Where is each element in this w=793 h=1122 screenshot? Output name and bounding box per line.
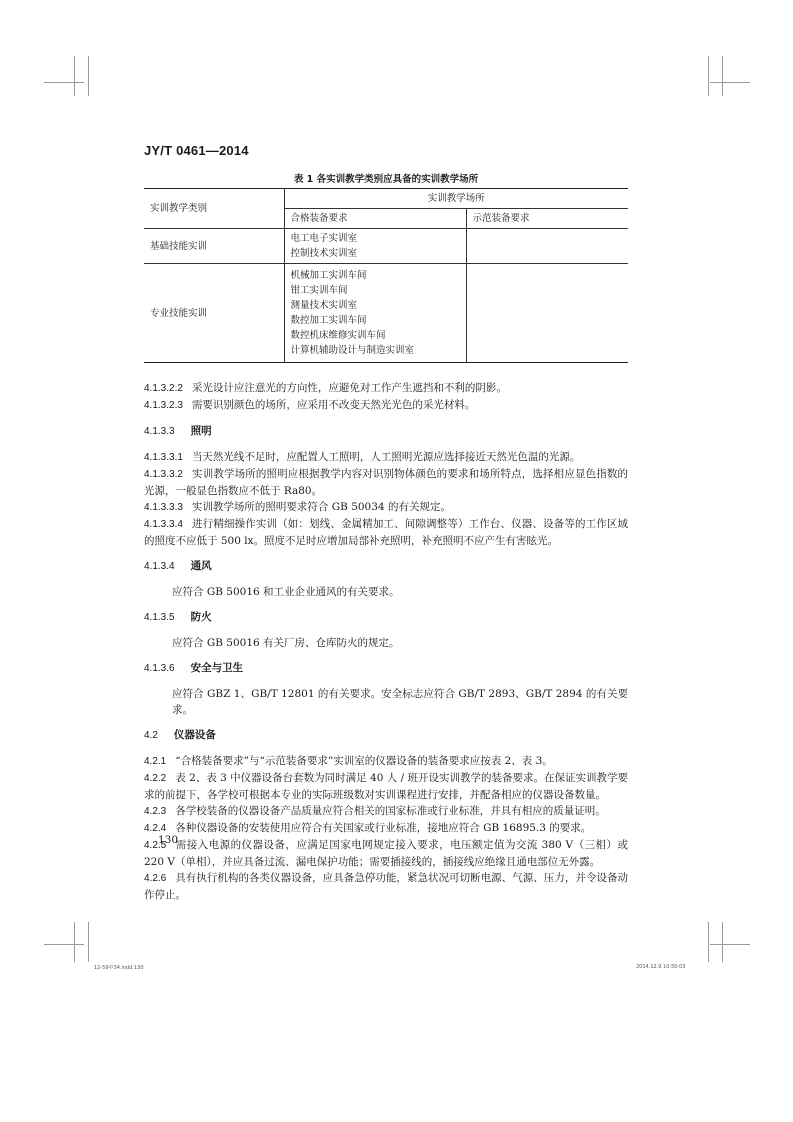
crop-mark-bottom-right-inner: [722, 922, 723, 962]
clause-number: 4.1.3.2.3: [144, 400, 183, 411]
heading-safety-hygiene: [144, 660, 628, 677]
place-item: 计算机辅助设计与制造实训室: [290, 345, 415, 356]
clause-text: 采光设计应注意光的方向性，应避免对工作产生遮挡和不利的阴影。: [191, 382, 507, 394]
clause-4.2.1: [144, 753, 628, 770]
print-slug-right: 2014.12.9 10:50:03: [636, 964, 686, 970]
clause-4.2.4: [144, 820, 628, 837]
clause-number: 4.2.1: [144, 756, 167, 767]
clause-number: 4.1.3.3.3: [144, 502, 183, 513]
clause-text: 需接入电源的仪器设备，应满足国家电网规定接入要求，电压额定值为交流 380 V（三相）或 220 V（单相），并应具备过流、漏电保护功能；需要插接线的，插接线应绝缘且通电部位无外露。: [144, 839, 628, 868]
clause-4.1.3.2.3: [144, 397, 628, 414]
body-content: [144, 380, 628, 903]
clause-4.1.3.3.4: [144, 516, 628, 549]
place-item: 数控加工实训车间: [290, 315, 367, 326]
crop-mark-top-right-inner: [722, 56, 723, 96]
heading-fire-prevention: [144, 609, 628, 626]
place-item: 钳工实训车间: [290, 285, 348, 296]
clause-4.1.3.2.2: [144, 380, 628, 397]
heading-number: 4.1.3.6: [144, 663, 175, 674]
clause-number: 4.2.3: [144, 806, 167, 817]
clause-number: 4.1.3.3.4: [144, 519, 183, 530]
clause-text: 实训教学场所的照明要求符合 GB 50034 的有关规定。: [191, 501, 451, 513]
clause-4.2.3: [144, 803, 628, 820]
table-row-category: 专业技能实训: [144, 264, 284, 363]
heading-ventilation: [144, 558, 628, 575]
clause-4.2.2: [144, 770, 628, 803]
clause-number: 4.1.3.3.2: [144, 469, 183, 480]
crop-mark-top-left-horizontal: [44, 82, 84, 83]
heading-text: 安全与卫生: [190, 662, 244, 674]
table-row-category: 基础技能实训: [144, 229, 284, 264]
clause-number: 4.2.4: [144, 823, 167, 834]
heading-number: 4.1.3.5: [144, 612, 175, 623]
clause-number: 4.2.5: [144, 840, 167, 851]
clause-number: 4.2.6: [144, 873, 167, 884]
table-row-demo-cell: [466, 229, 628, 264]
clause-number: 4.2.2: [144, 773, 167, 784]
clause-text: “合格装备要求”与“示范装备要求”实训室的仪器设备的装备要求应按表 2、表 3。: [175, 755, 553, 767]
crop-mark-bottom-left-vertical: [74, 922, 75, 962]
heading-text: 仪器设备: [173, 729, 216, 741]
table-row-places: [284, 229, 466, 264]
table-row-demo-cell: [466, 264, 628, 363]
heading-text: 照明: [190, 425, 212, 437]
clause-4.2.5: [144, 837, 628, 870]
standard-code: JY/T 0461—2014: [144, 143, 249, 158]
table-title: 表 1 各实训教学类别应具备的实训教学场所: [293, 174, 479, 185]
table-row-places: [284, 264, 466, 363]
place-item: 控制技术实训室: [290, 248, 358, 259]
clause-number: 4.1.3.2.2: [144, 383, 183, 394]
fire-prevention-text: 应符合 GB 50016 有关厂房、仓库防火的规定。: [172, 637, 400, 649]
crop-mark-bottom-left-horizontal: [44, 944, 84, 945]
place-item: 测量技术实训室: [290, 300, 358, 311]
heading-number: 4.2: [144, 730, 158, 741]
table-header-places: 实训教学场所: [284, 189, 628, 209]
crop-mark-top-right-horizontal: [710, 82, 750, 83]
heading-number: 4.1.3.3: [144, 426, 175, 437]
place-item: 电工电子实训室: [290, 233, 358, 244]
table-subheader-demo: 示范装备要求: [466, 209, 628, 229]
clause-4.1.3.3.2: [144, 466, 628, 499]
training-places-table: [144, 188, 628, 363]
crop-mark-top-left-inner: [88, 56, 89, 96]
table-subheader-qualified: 合格装备要求: [284, 209, 466, 229]
clause-text: 进行精细操作实训（如：划线、金属精加工、间隙调整等）工作台、仪器、设备等的工作区域的照度不应低于 500 lx。照度不足时应增加局部补充照明，补充照明不应产生有害眩光。: [144, 518, 628, 547]
clause-4.1.3.3.3: [144, 499, 628, 516]
crop-mark-bottom-left-inner: [88, 922, 89, 962]
table-header-category: 实训教学类别: [144, 189, 284, 229]
crop-mark-top-left-vertical: [74, 56, 75, 96]
clause-4.2.6: [144, 870, 628, 903]
crop-mark-top-right-vertical: [708, 56, 709, 96]
ventilation-text: 应符合 GB 50016 和工业企业通风的有关要求。: [172, 586, 400, 598]
place-item: 数控机床维修实训车间: [290, 330, 386, 341]
heading-number: 4.1.3.4: [144, 561, 175, 572]
heading-lighting: [144, 423, 628, 440]
crop-mark-bottom-right-vertical: [708, 922, 709, 962]
safety-hygiene-text: 应符合 GBZ 1、GB/T 12801 的有关要求。安全标志应符合 GB/T 2893、GB/T 2894 的有关要求。: [172, 688, 628, 716]
heading-text: 通风: [190, 560, 212, 572]
print-slug-left: 12-59中34.indd 130: [94, 965, 144, 971]
place-item: 机械加工实训车间: [290, 270, 367, 281]
clause-4.1.3.3.1: [144, 449, 628, 466]
clause-text: 具有执行机构的各类仪器设备，应具备急停功能，紧急状况可切断电源、气源、压力，并令设备动作停止。: [144, 872, 628, 901]
clause-number: 4.1.3.3.1: [144, 452, 183, 463]
page-number: 130: [158, 834, 179, 846]
clause-text: 实训教学场所的照明应根据教学内容对识别物体颜色的要求和场所特点，选择相应显色指数的光源，一般显色指数应不低于 Ra80。: [144, 468, 628, 497]
crop-mark-bottom-right-horizontal: [710, 944, 750, 945]
heading-instruments: [144, 727, 628, 744]
clause-text: 各学校装备的仪器设备产品质量应符合相关的国家标准或行业标准，并具有相应的质量证明。: [175, 805, 606, 817]
heading-text: 防火: [190, 611, 212, 623]
clause-text: 需要识别颜色的场所，应采用不改变天然光光色的采光材料。: [191, 399, 476, 411]
clause-text: 当天然光线不足时，应配置人工照明，人工照明光源应选择接近天然光色温的光源。: [191, 451, 581, 463]
clause-text: 表 2、表 3 中仪器设备台套数为同时满足 40 人 / 班开设实训教学的装备要求。在保证实训教学要求的前提下，各学校可根据本专业的实际班级数对实训课程进行安排，并配备相应的仪器设备数量。: [144, 772, 628, 801]
clause-text: 各种仪器设备的安装使用应符合有关国家或行业标准，接地应符合 GB 16895.3 的要求。: [175, 822, 592, 834]
